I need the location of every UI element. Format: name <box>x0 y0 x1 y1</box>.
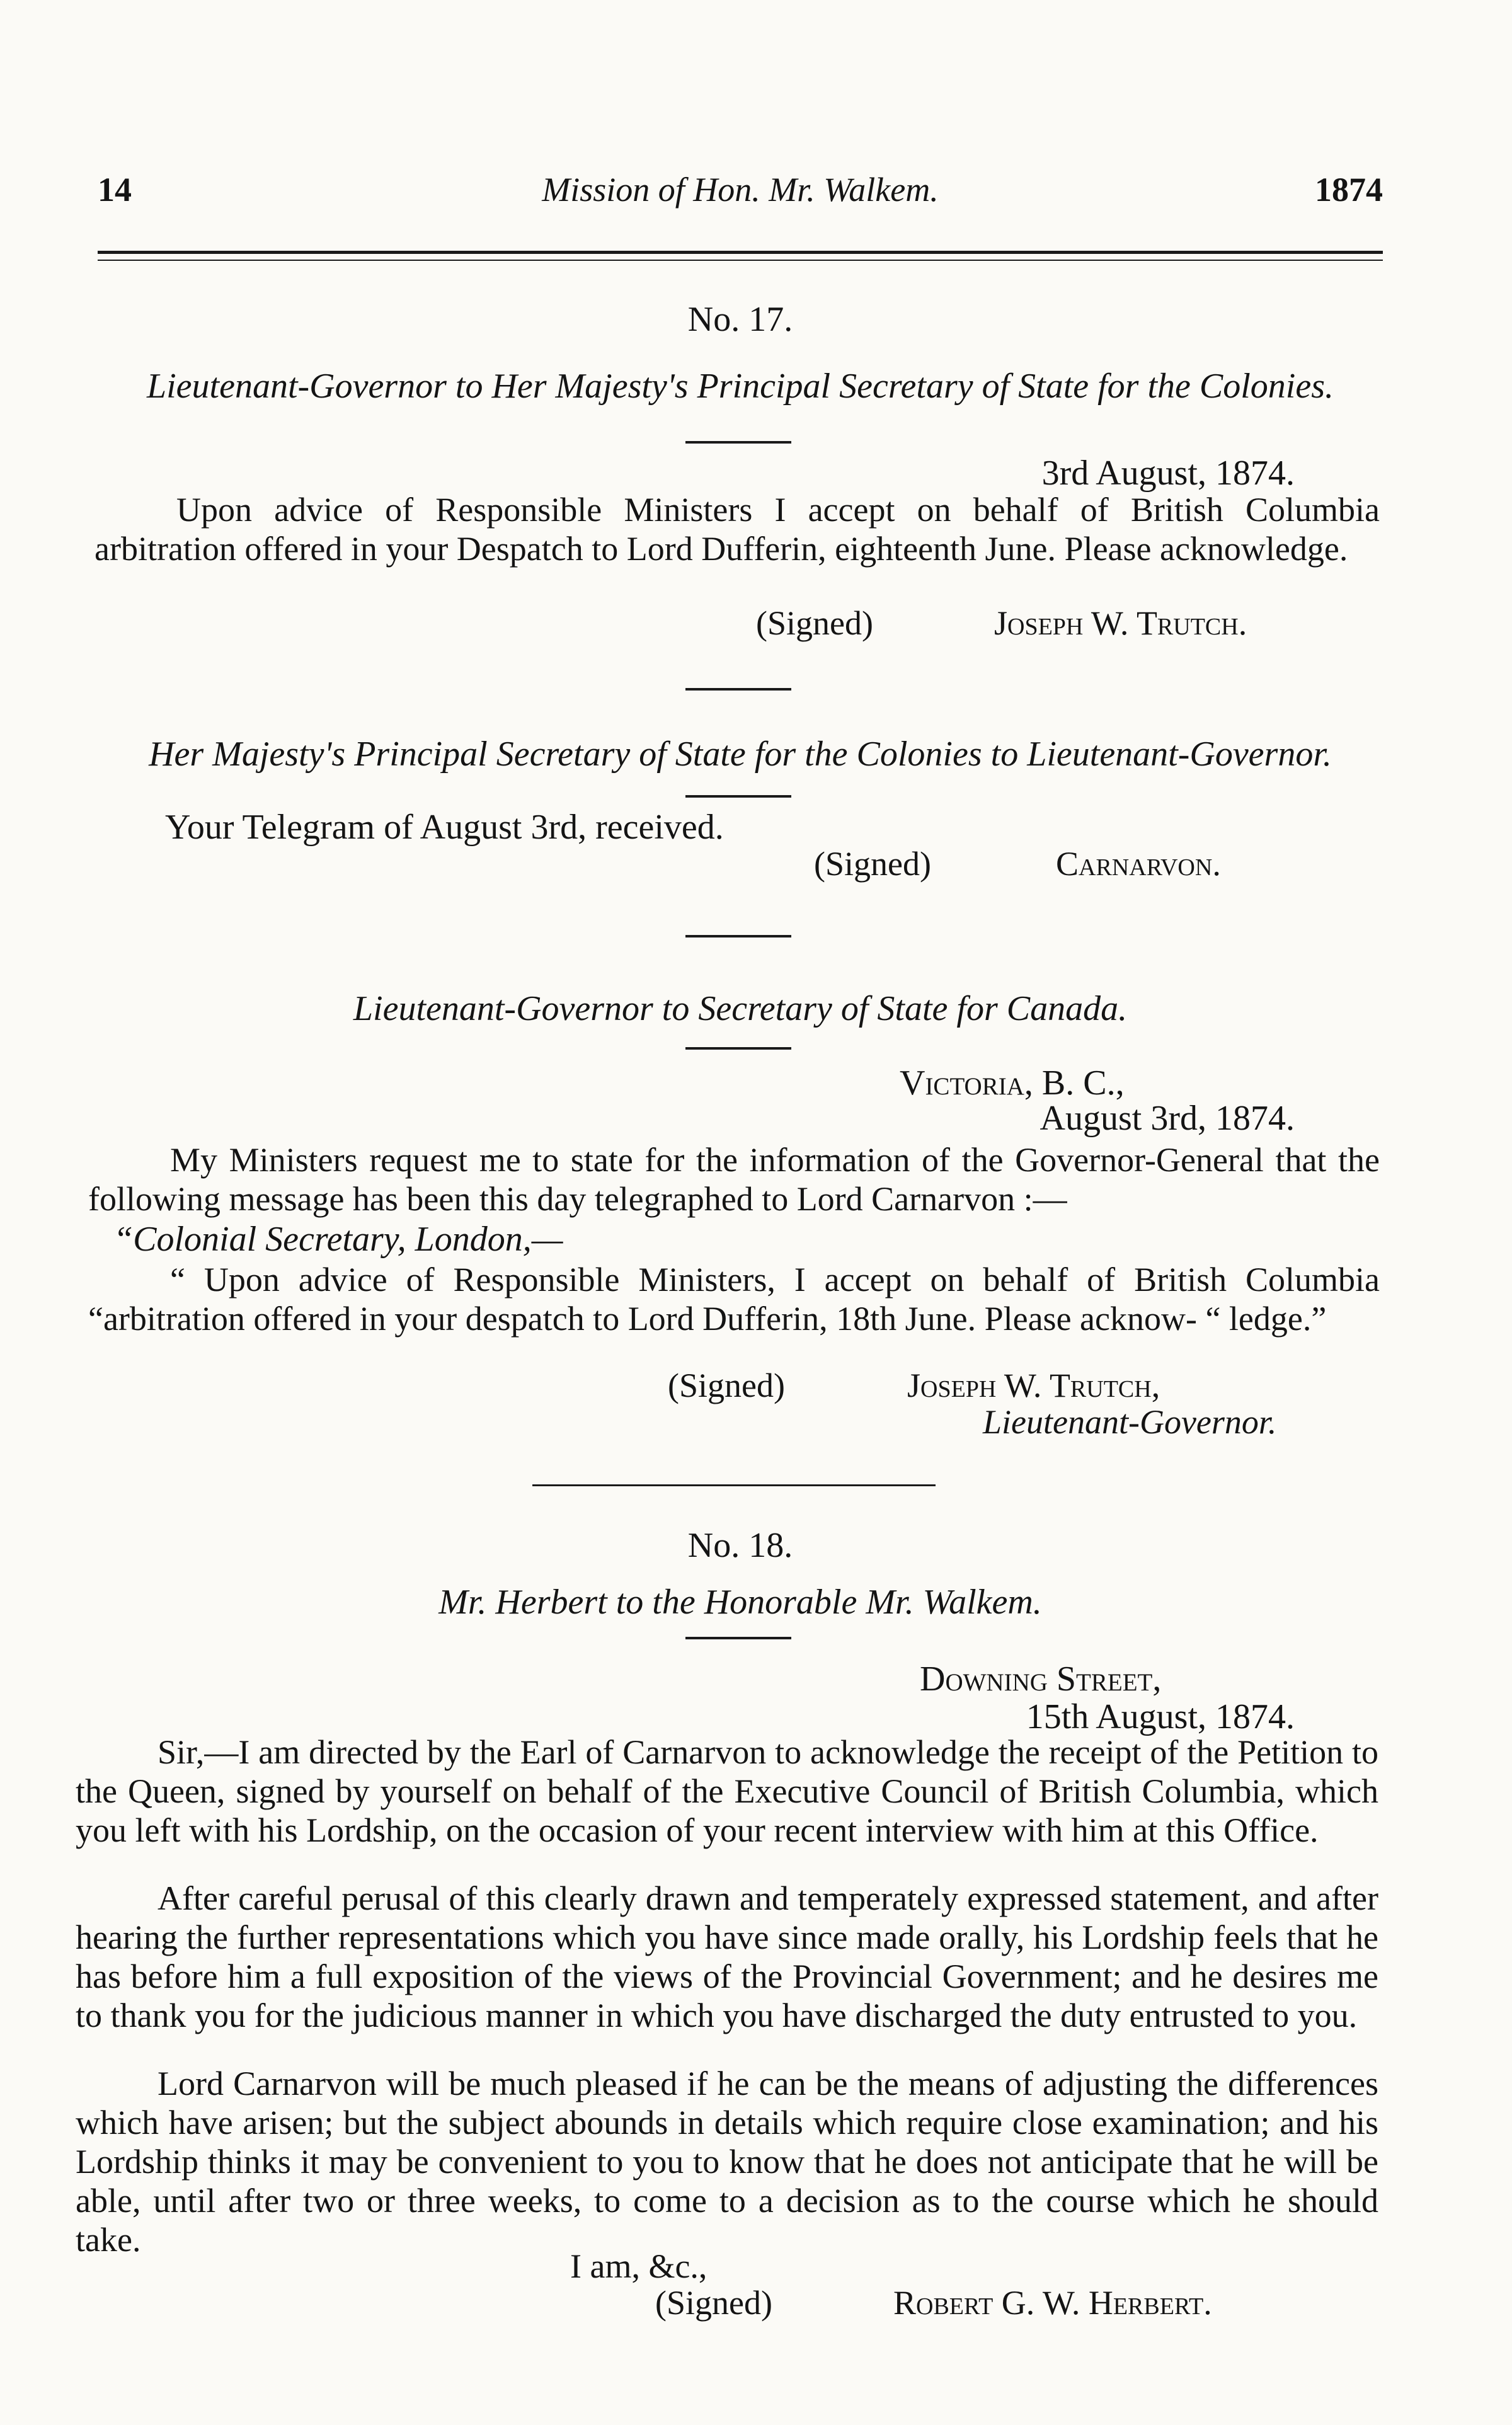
letter-paragraph-2: After careful perusal of this clearly drawn and temperately expressed statement, and after hearing the further representations which you have since made orally, his Lordship feels that he has before him a full exposition of the views of the Provincial Government; and he desires me to thank you for the judicious manner in which you have discharged the duty entrusted to you. <box>76 1879 1378 2034</box>
running-head <box>98 170 1383 221</box>
divider-short <box>685 688 791 691</box>
telegram3-signed: (Signed) <box>668 1367 785 1404</box>
divider-short <box>685 935 791 937</box>
doc-number-17: No. 17. <box>687 300 793 339</box>
telegram3-signer: Joseph W. Trutch, <box>907 1367 1160 1404</box>
telegram3-heading: Lieutenant-Governor to Secretary of State for Canada. <box>353 989 1128 1028</box>
telegram1-date: 3rd August, 1874. <box>1041 454 1295 493</box>
head-rule-top <box>98 251 1383 254</box>
telegram3-quote: “ Upon advice of Responsible Ministers, I accept on behalf of British Columbia “arbitration offered in your despatch to Lord Dufferin, 18th June. Please acknow- “ ledge.” <box>88 1261 1380 1338</box>
divider-short <box>685 441 791 444</box>
running-year: 1874 <box>1315 171 1383 209</box>
telegram3-address: “Colonial Secretary, London,— <box>113 1220 563 1259</box>
letter-paragraph-3: Lord Carnarvon will be much pleased if he can be the means of adjusting the differences which have arisen; but the subject abounds in details which require close examination; and his Lordship thinks it may be convenient to you to know that he does not anticipate that he will be able, until after two or three weeks, to come to a decision as to the course which he should take. <box>76 2065 1378 2259</box>
telegram2-heading: Her Majesty's Principal Secretary of State for the Colonies to Lieutenant-Governor. <box>149 735 1332 774</box>
doc-number-18: No. 18. <box>687 1526 793 1565</box>
divider-short <box>685 795 791 798</box>
telegram3-body: My Ministers request me to state for the information of the Governor-General that the following message has been this day telegraphed to Lord Carnarvon :— <box>88 1141 1380 1218</box>
telegram1-body: Upon advice of Responsible Ministers I accept on behalf of British Columbia arbitration offered in your Despatch to Lord Dufferin, eighteenth June. Please acknowledge. <box>94 491 1380 568</box>
letter-closing: I am, &c., <box>570 2247 707 2285</box>
telegram1-heading: Lieutenant-Governor to Her Majesty's Principal Secretary of State for the Colonies. <box>146 367 1334 406</box>
letter-signer: Robert G. W. Herbert. <box>893 2284 1212 2322</box>
letter-heading: Mr. Herbert to the Honorable Mr. Walkem. <box>438 1583 1042 1622</box>
telegram3-signer-title: Lieutenant-Governor. <box>983 1403 1277 1441</box>
telegram2-body: Your Telegram of August 3rd, received. <box>165 808 724 847</box>
divider-short <box>685 1047 791 1050</box>
running-title: Mission of Hon. Mr. Walkem. <box>542 171 939 209</box>
telegram3-date: August 3rd, 1874. <box>1040 1099 1295 1138</box>
letter-place: Downing Street, <box>920 1660 1162 1699</box>
page-number: 14 <box>98 171 132 209</box>
letter-signed: (Signed) <box>655 2284 772 2322</box>
telegram2-signer: Carnarvon. <box>1056 845 1221 883</box>
letter-date: 15th August, 1874. <box>1026 1697 1295 1736</box>
divider-short <box>685 1637 791 1639</box>
letter-paragraph-1: Sir,—I am directed by the Earl of Carnarvon to acknowledge the receipt of the Petition to the Queen, signed by yourself on behalf of the Executive Council of British Columbia, which you left with his Lordship, on the occasion of your recent interview with him at this Office. <box>76 1733 1378 1849</box>
head-rule-bottom <box>98 260 1383 261</box>
telegram3-place: Victoria, B. C., <box>900 1063 1125 1103</box>
telegram2-signed: (Signed) <box>814 845 931 883</box>
telegram1-signed: (Signed) <box>756 604 873 642</box>
section-rule <box>532 1484 936 1486</box>
telegram1-signer: Joseph W. Trutch. <box>994 604 1247 642</box>
